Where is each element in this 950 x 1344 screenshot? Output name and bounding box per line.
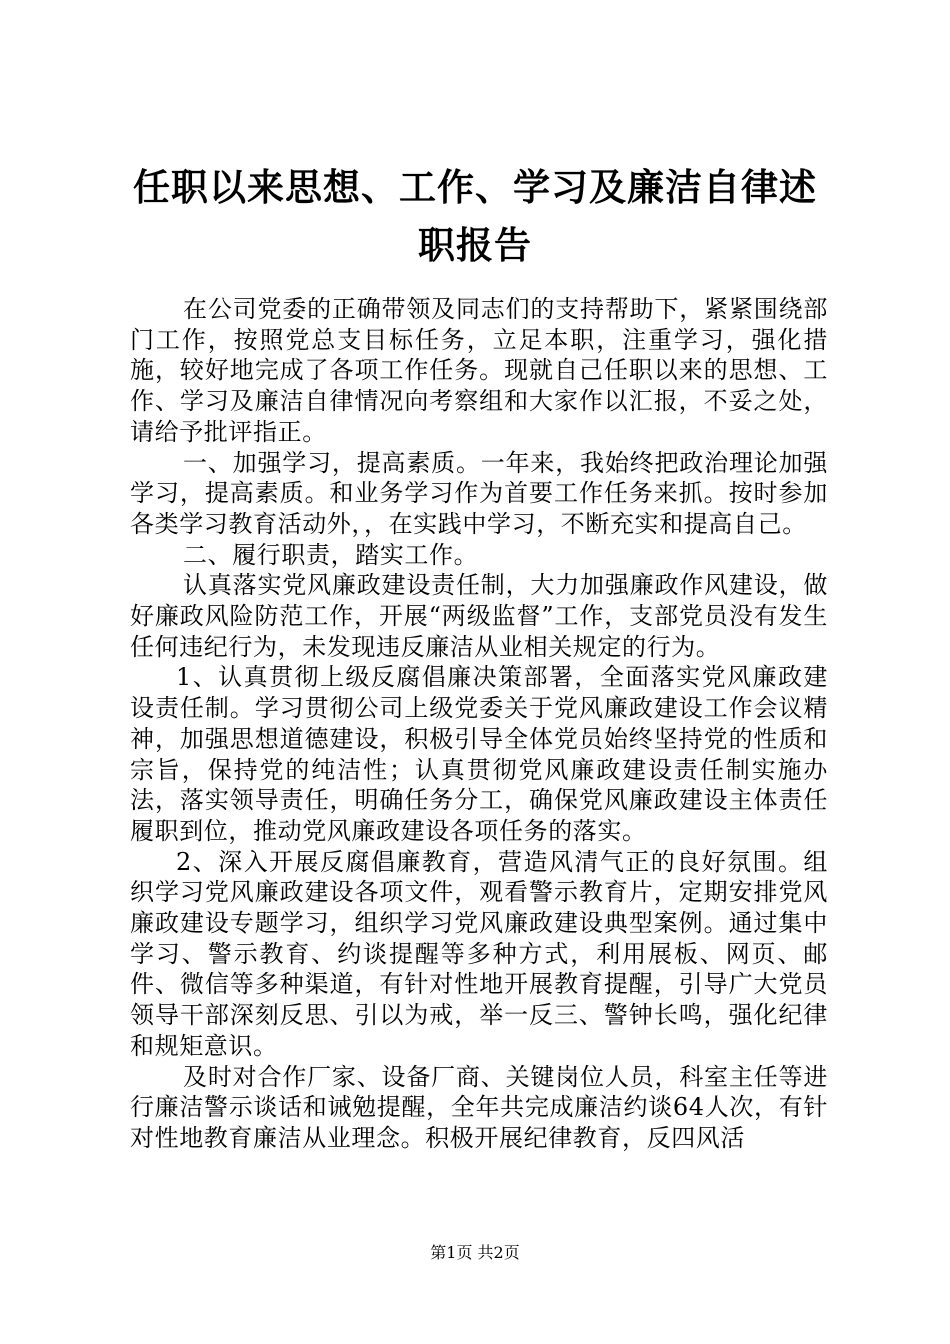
paragraph-followup: 及时对合作厂家、设备厂商、关键岗位人员，科室主任等进行廉洁警示谈话和诫勉提醒，全年共完成廉洁约谈64人次，有针对性地教育廉洁从业理念。积极开展纪律教育，反四风活 — [130, 1062, 828, 1152]
paragraph-item-1: 1、认真贯彻上级反腐倡廉决策部署，全面落实党风廉政建设责任制。学习贯彻公司上级党委关于党风廉政建设工作会议精神，加强思想道德建设，积极引导全体党员始终坚持党的性质和宗旨，保持党的纯洁性；认真贯彻党风廉政建设责任制实施办法，落实领导责任，明确任务分工，确保党风廉政建设主体责任履职到位，推动党风廉政建设各项任务的落实。 — [130, 663, 828, 845]
paragraph-section-2-heading: 二、履行职责，踏实工作。 — [183, 540, 479, 569]
page-number-footer: 第1页 共2页 — [430, 1243, 520, 1262]
paragraph-section-2-body: 认真落实党风廉政建设责任制，大力加强廉政作风建设，做好廉政风险防范工作，开展“两级监督”工作，支部党员没有发生任何违纪行为，未发现违反廉洁从业相关规定的行为。 — [130, 571, 828, 661]
paragraph-section-1: 一、加强学习，提高素质。一年来，我始终把政治理论加强学习，提高素质。和业务学习作为首要工作任务来抓。按时参加各类学习教育活动外，，在实践中学习，不断充实和提高自己。 — [130, 448, 828, 538]
document-title: 任职以来思想、工作、学习及廉洁自律述职报告 — [133, 165, 817, 267]
paragraph-item-2: 2、深入开展反腐倡廉教育，营造风清气正的良好氛围。组织学习党风廉政建设各项文件，观看警示教育片，定期安排党风廉政建设专题学习，组织学习党风廉政建设典型案例。通过集中学习、警示教育、约谈提醒等多种方式，利用展板、网页、邮件、微信等多种渠道，有针对性地开展教育提醒，引导广大党员领导干部深刻反思、引以为戒，举一反三、警钟长鸣，强化纪律和规矩意识。 — [130, 847, 828, 1060]
paragraph-intro: 在公司党委的正确带领及同志们的支持帮助下，紧紧围绕部门工作，按照党总支目标任务，立足本职，注重学习，强化措施，较好地完成了各项工作任务。现就自己任职以来的思想、工作、学习及廉洁自律情况向考察组和大家作以汇报，不妥之处，请给予批评指正。 — [130, 295, 828, 446]
document-body — [130, 294, 828, 1154]
